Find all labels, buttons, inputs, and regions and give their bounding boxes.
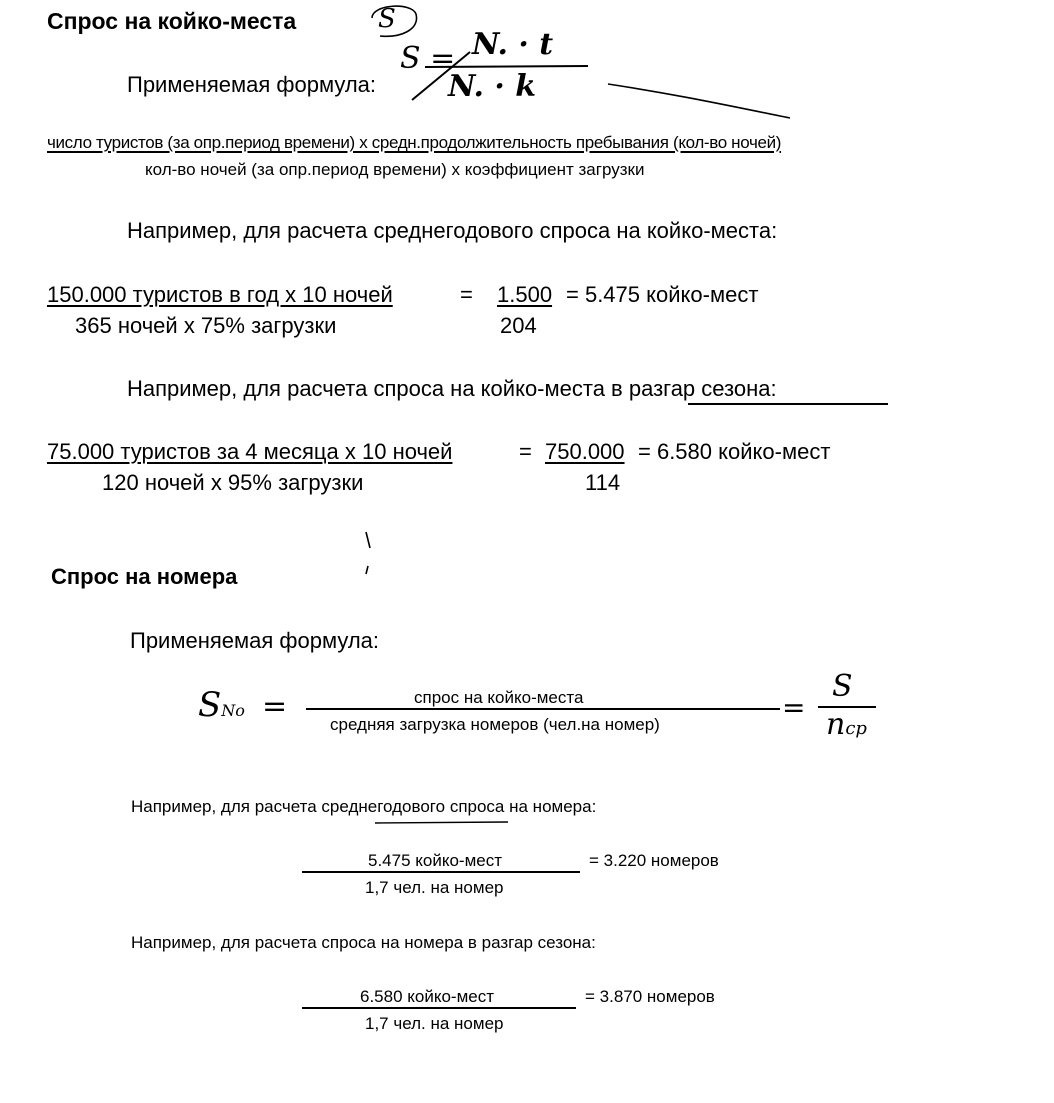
section2-example2-denominator: 1,7 чел. на номер [365, 1014, 504, 1033]
section2-example1-denominator: 1,7 чел. на номер [365, 878, 504, 897]
section1-example1-mid-numerator: 1.500 [497, 282, 553, 307]
section1-example1-result: = 5.475 койко-мест [566, 282, 759, 307]
section2-formula-denominator: средняя загрузка номеров (чел.на номер) [330, 715, 660, 734]
section1-formula-numerator: число туристов (за опр.период времени) х средн.продолжительность пребывания (кол-во ночей) [47, 133, 782, 152]
section1-example2-result: = 6.580 койко-мест [638, 439, 831, 464]
section1-formula-label: Применяемая формула: [127, 72, 377, 97]
section2-example2-fraction-bar [302, 1007, 576, 1009]
section2-example2-intro: Например, для расчета спроса на номера в разгар сезона: [131, 933, 596, 952]
section2-formula-fraction-bar [306, 708, 780, 710]
handwritten-underline [375, 822, 508, 823]
section2-rhs-denominator-sub: ср [845, 718, 867, 739]
section2-rhs-numerator: S [832, 669, 853, 704]
section1-example2-numerator: 75.000 туристов за 4 месяца х 10 ночей [47, 439, 453, 464]
section1-example1-denominator: 365 ночей х 75% загрузки [75, 313, 337, 338]
section2-rhs-denominator: n [826, 707, 846, 742]
section2-lhs-sub: No [221, 701, 245, 720]
section1-example1-mid-denominator: 204 [500, 313, 537, 338]
section2-example1-result: = 3.220 номеров [589, 851, 719, 870]
section2-example2-numerator: 6.580 койко-мест [360, 987, 495, 1006]
section1-example1-numerator: 150.000 туристов в год х 10 ночей [47, 282, 393, 307]
section2-example1-fraction-bar [302, 871, 580, 873]
section1-example2-intro-underline [688, 403, 888, 405]
stray-mark [366, 532, 370, 574]
section2-example1-intro: Например, для расчета среднегодового спроса на номера: [131, 797, 597, 816]
section2-lhs-symbol [198, 685, 245, 725]
handwritten-tail-line [608, 84, 790, 118]
circle-mark [372, 6, 417, 36]
section1-example2-denominator: 120 ночей х 95% загрузки [102, 470, 364, 495]
section2-rhs-eq: = [782, 691, 806, 724]
handwritten-formula-numerator: N. · t [472, 27, 554, 62]
section2-example2-result: = 3.870 номеров [585, 987, 715, 1006]
section2-formula-label: Применяемая формула: [130, 628, 380, 653]
section2-rhs-denominator-symbol [826, 707, 867, 742]
section1-example2-intro: Например, для расчета спроса на койко-места в разгар сезона: [127, 376, 777, 401]
section1-title: Спрос на койко-места [47, 8, 297, 34]
section1-example2-equals: = [519, 439, 532, 464]
section2-example1-numerator: 5.475 койко-мест [368, 851, 503, 870]
handwritten-formula-denominator: N. · k [448, 69, 537, 104]
section2-lhs-eq: = [262, 689, 288, 724]
section1-example1-equals: = [460, 282, 473, 307]
section2-title: Спрос на номера [51, 564, 238, 589]
section2-lhs: S [198, 685, 222, 725]
section1-example2-mid-numerator: 750.000 [545, 439, 625, 464]
section1-example2-mid-denominator: 114 [585, 470, 621, 495]
section1-title-mark: S [378, 4, 396, 34]
section2-formula-numerator: спрос на койко-места [414, 688, 584, 707]
handwritten-formula-lhs: S = [400, 41, 456, 76]
section1-example1-intro: Например, для расчета среднегодового спроса на койко-места: [127, 218, 778, 243]
section1-formula-denominator: кол-во ночей (за опр.период времени) х коэффициент загрузки [145, 160, 645, 179]
